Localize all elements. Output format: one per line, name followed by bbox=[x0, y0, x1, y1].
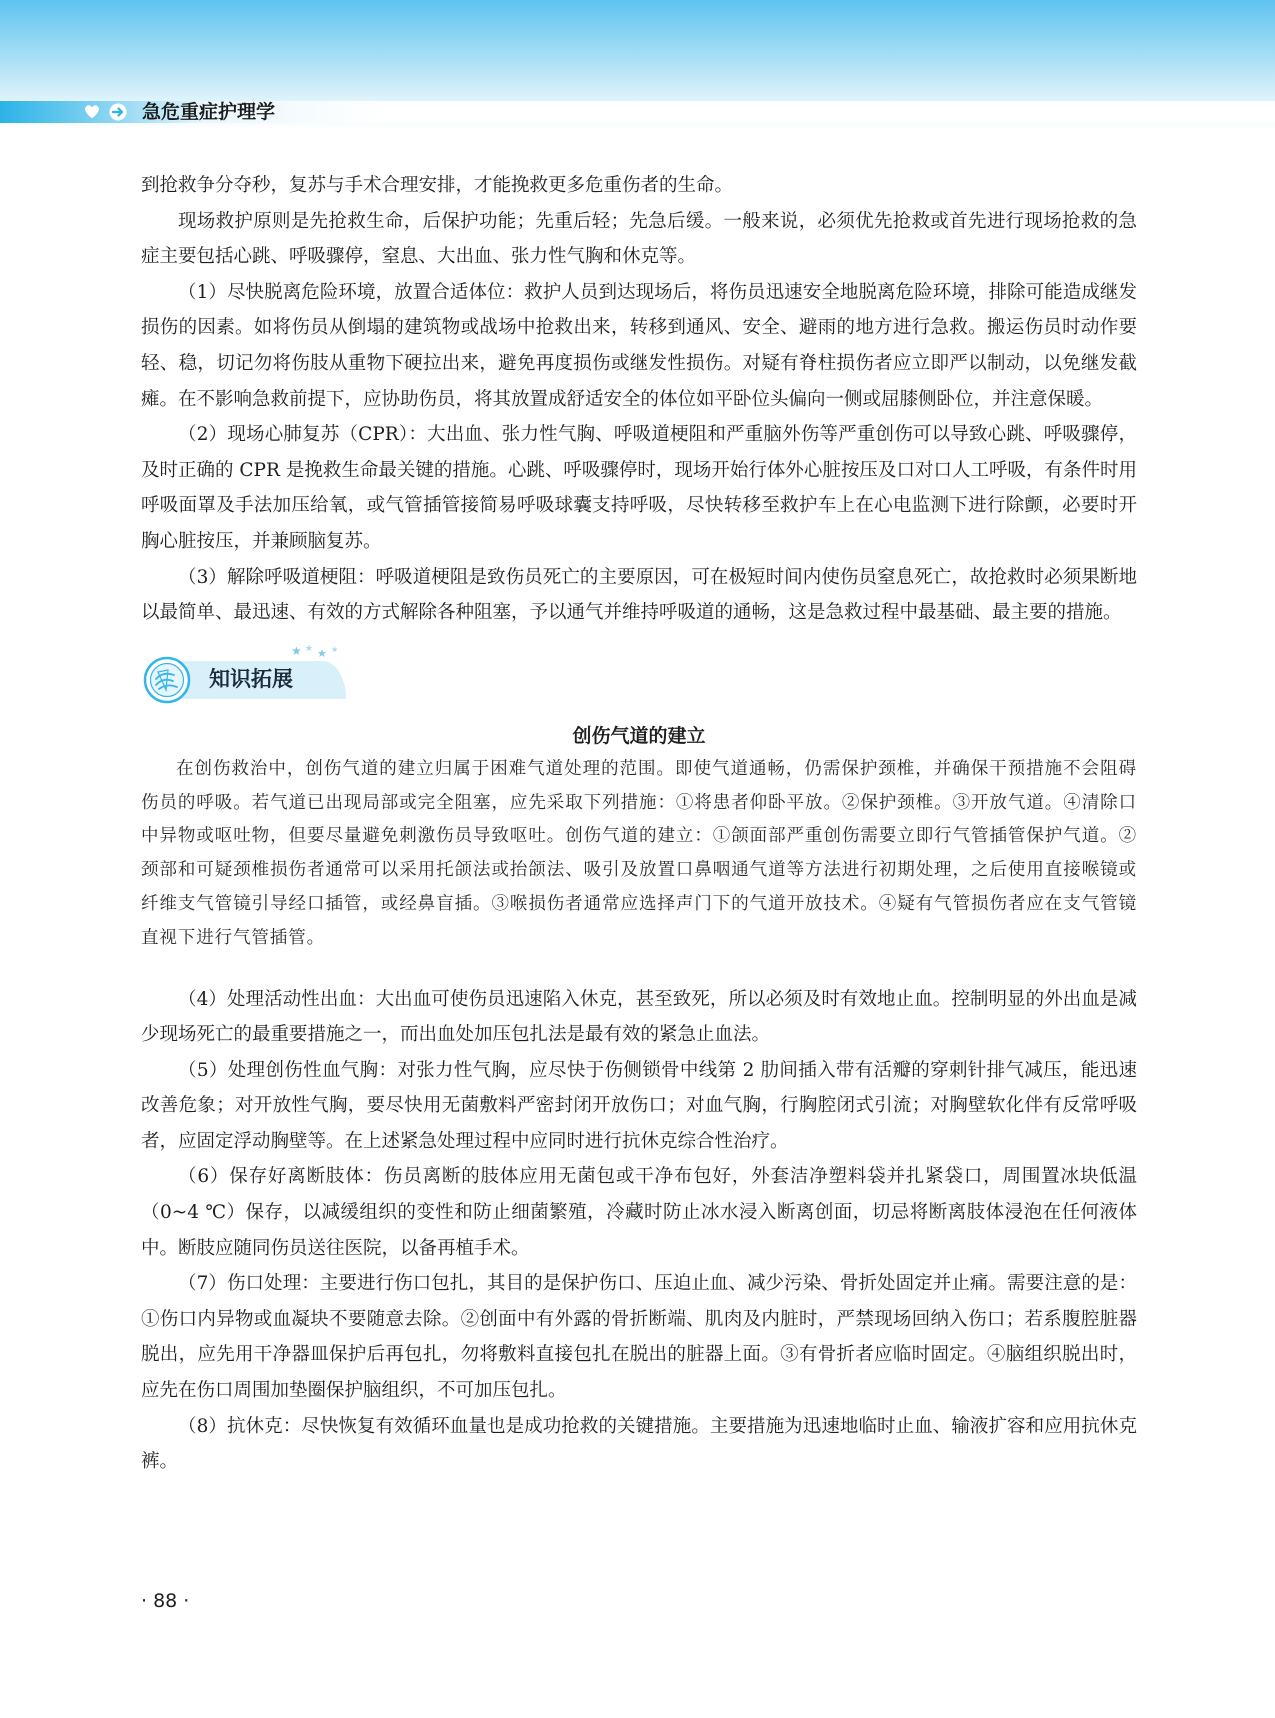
svg-text:★: ★ bbox=[305, 643, 314, 654]
svg-text:★: ★ bbox=[291, 643, 302, 658]
paragraph: （6）保存好离断肢体：伤员离断的肢体应用无菌包或干净布包好，外套洁净塑料袋并扎紧袋口，周围置冰块低温（0~4 ℃）保存，以减缓组织的变性和防止细菌繁殖，冷藏时防止冰水浸入断离创面，切忌将断离肢体浸泡在任何液体中。断肢应随同伤员送往医院，以备再植手术。 bbox=[141, 1166, 1137, 1259]
paragraph: （3）解除呼吸道梗阻：呼吸道梗阻是致伤员死亡的主要原因，可在极短时间内使伤员窒息死亡，故抢救时必须果断地以最简单、最迅速、有效的方式解除各种阻塞，予以通气并维持呼吸道的通畅，这是急救过程中最基础、最主要的措施。 bbox=[141, 566, 1137, 624]
paragraph: （8）抗休克：尽快恢复有效循环血量也是成功抢救的关键措施。主要措施为迅速地临时止血、输液扩容和应用抗休克裤。 bbox=[141, 1415, 1137, 1473]
section-gap bbox=[141, 956, 1137, 982]
paragraph: （4）处理活动性出血：大出血可使伤员迅速陷入休克，甚至致死，所以必须及时有效地止血。控制明显的外出血是减少现场死亡的最重要措施之一，而出血处加压包扎法是最有效的紧急止血法。 bbox=[141, 988, 1137, 1046]
paragraph: 到抢救争分夺秒，复苏与手术合理安排，才能挽救更多危重伤者的生命。 bbox=[141, 175, 734, 196]
paragraph: （7）伤口处理：主要进行伤口包扎，其目的是保护伤口、压迫止血、减少污染、骨折处固定并止痛。需要注意的是：①伤口内异物或血凝块不要随意去除。②创面中有外露的骨折断端、肌肉及内脏时，严禁现场回纳入伤口；若系腹腔脏器脱出，应先用干净器皿保护后再包扎，勿将敷料直接包扎在脱出的脏器上面。③有骨折者应临时固定。④脑组织脱出时，应先在伤口周围加垫圈保护脑组织，不可加压包扎。 bbox=[141, 1273, 1137, 1402]
svg-text:★: ★ bbox=[317, 646, 327, 660]
extension-body: 在创伤救治中，创伤气道的建立归属于困难气道处理的范围。即使气道通畅，仍需保护颈椎，并确保干预措施不会阻碍伤员的呼吸。若气道已出现局部或完全阻塞，应先采取下列措施：①将患者仰卧平放。②保护颈椎。③开放气道。④清除口中异物或呕吐物，但要尽量避免刺激伤员导致呕吐。创伤气道的建立：①颌面部严重创伤需要立即行气管插管保护气道。②颈部和可疑颈椎损伤者通常可以采用托颌法或抬颌法、吸引及放置口鼻咽通气道等方法进行初期处理，之后使用直接喉镜或纤维支气管镜引导经口插管，或经鼻盲插。③喉损伤者通常应选择声门下的气道开放技术。④疑有气管损伤者应在支气管镜直视下进行气管插管。 bbox=[141, 758, 1137, 948]
book-title: 急危重症护理学 bbox=[142, 101, 276, 123]
knowledge-extension-banner bbox=[141, 641, 1137, 713]
paragraph: 现场救护原则是先抢救生命，后保护功能；先重后轻；先急后缓。一般来说，必须优先抢救或首先进行现场抢救的急症主要包括心跳、呼吸骤停，窒息、大出血、张力性气胸和休克等。 bbox=[141, 210, 1137, 268]
paragraph: （5）处理创伤性血气胸：对张力性气胸，应尽快于伤侧锁骨中线第 2 肋间插入带有活瓣的穿刺针排气减压，能迅速改善危象；对开放性气胸，要尽快用无菌敷料严密封闭开放伤口；对血气胸，行胸腔闭式引流；对胸壁软化伴有反常呼吸者，应固定浮动胸壁等。在上述紧急处理过程中应同时进行抗休克综合性治疗。 bbox=[141, 1059, 1137, 1152]
page-content bbox=[141, 168, 1137, 1480]
extension-title: 创伤气道的建立 bbox=[572, 724, 706, 747]
knowledge-extension-label: 知识拓展 bbox=[209, 666, 293, 691]
heart-arrow-icon bbox=[82, 102, 132, 122]
svg-text:★: ★ bbox=[331, 644, 339, 654]
paragraph: （2）现场心肺复苏（CPR）：大出血、张力性气胸、呼吸道梗阻和严重脑外伤等严重创伤可以导致心跳、呼吸骤停，及时正确的 CPR 是挽救生命最关键的措施。心跳、呼吸骤停时，现场开始行体外心脏按压及口对口人工呼吸，有条件时用呼吸面罩及手法加压给氧，或气管插管接简易呼吸球囊支持呼吸，尽快转移至救护车上在心电监测下进行除颤，必要时开胸心脏按压，并兼顾脑复苏。 bbox=[141, 424, 1137, 552]
paragraph: （1）尽快脱离危险环境，放置合适体位：救护人员到达现场后，将伤员迅速安全地脱离危险环境，排除可能造成继发损伤的因素。如将伤员从倒塌的建筑物或战场中抢救出来，转移到通风、安全、避雨的地方进行急救。搬运伤员时动作要轻、稳，切记勿将伤肢从重物下硬拉出来，避免再度损伤或继发性损伤。对疑有脊柱损伤者应立即严以制动，以免继发截瘫。在不影响急救前提下，应协助伤员，将其放置成舒适安全的体位如平卧位头偏向一侧或屈膝侧卧位，并注意保暖。 bbox=[141, 281, 1137, 410]
page-number: · 88 · bbox=[141, 1590, 190, 1612]
